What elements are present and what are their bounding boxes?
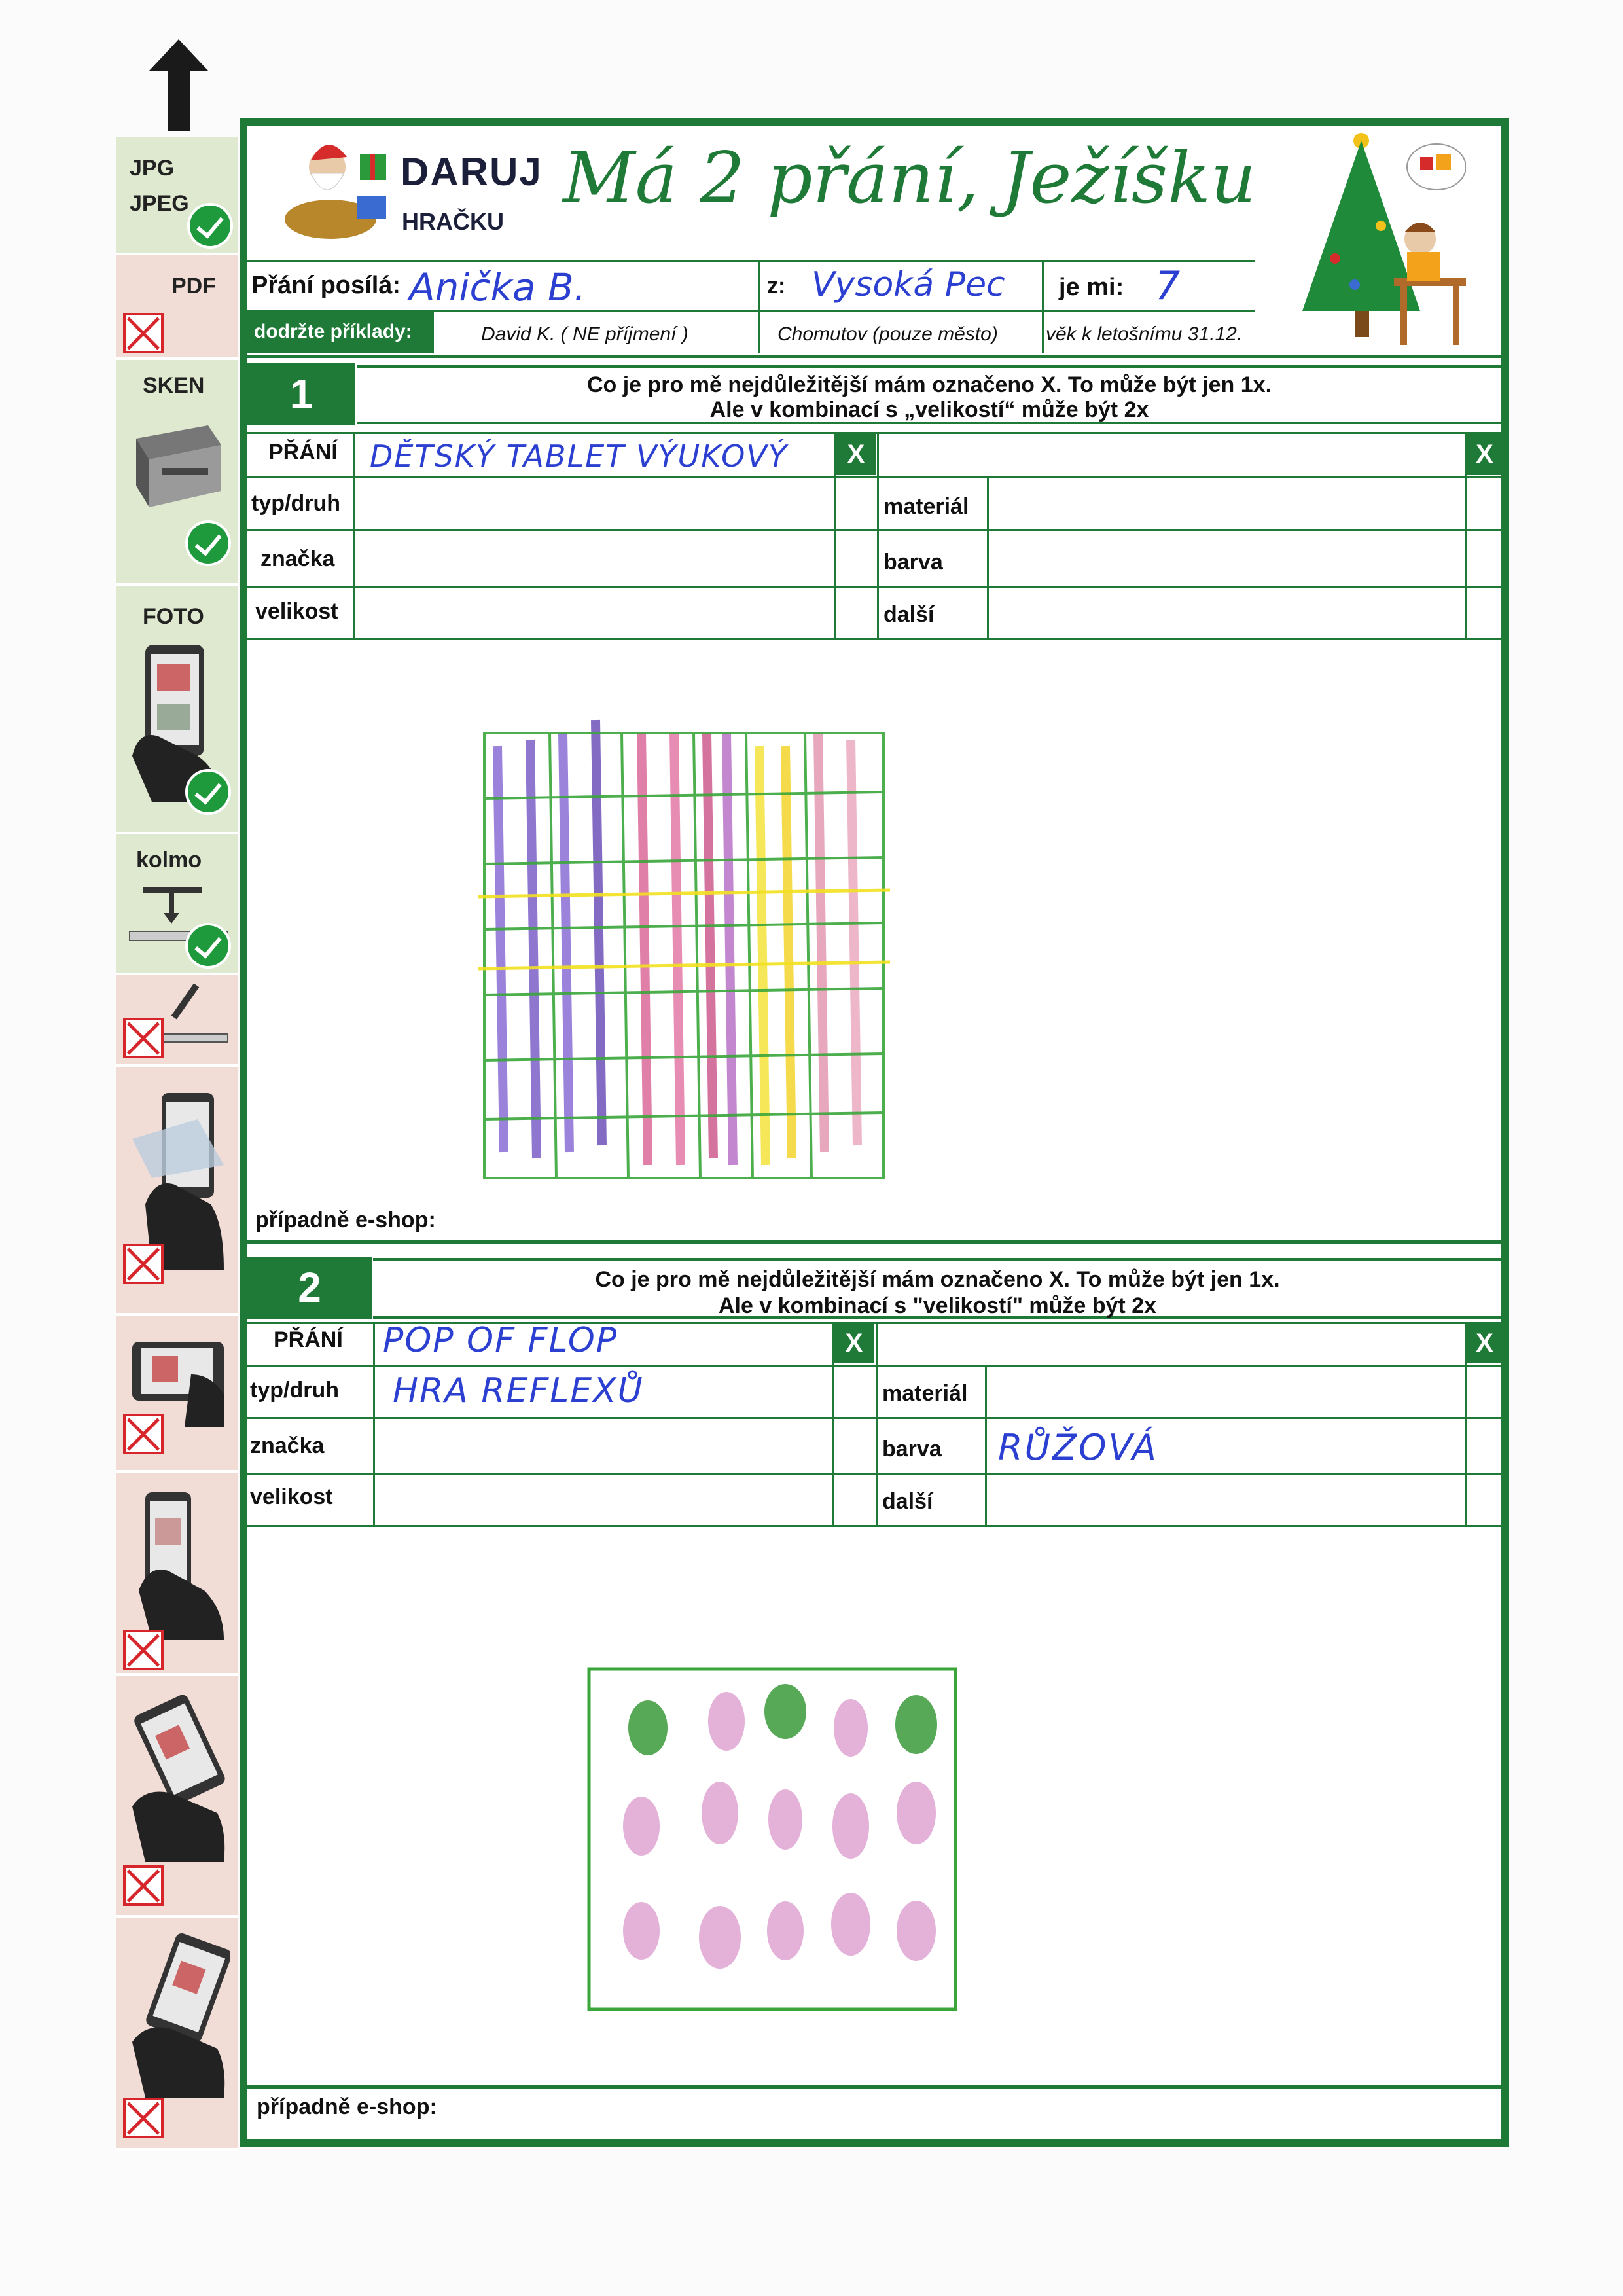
- cross-icon: [123, 2098, 164, 2138]
- wish1-right-label-material: materiál: [883, 494, 969, 519]
- wish2-number: 2: [247, 1257, 372, 1319]
- sidebar-jpg-section: [116, 137, 238, 255]
- wish1-eshop-label: případně e-shop:: [255, 1208, 436, 1232]
- age-value[interactable]: 7: [1155, 263, 1181, 309]
- sidebar-perpendicular-section: [116, 834, 238, 975]
- sidebar-pdf-label: PDF: [171, 274, 216, 298]
- wish2-row-label-brand: značka: [250, 1433, 325, 1458]
- wish2-right-label-material: materiál: [882, 1381, 968, 1406]
- wish1-row-label-size: velikost: [255, 599, 338, 624]
- table-line: [247, 529, 1501, 531]
- sender-value[interactable]: Anička B.: [409, 265, 586, 310]
- logo-text-hracku: HRAČKU: [402, 208, 504, 235]
- santa-logo-icon: [278, 134, 396, 245]
- table-line: [353, 432, 355, 640]
- wish2-right-label-color: barva: [882, 1437, 942, 1462]
- sidebar-phone-angle-section: [116, 1067, 238, 1316]
- sidebar-phone-side-section: [116, 1316, 238, 1473]
- table-line: [247, 1525, 1501, 1527]
- sidebar-pdf-section: [116, 255, 238, 360]
- cross-icon: [123, 1018, 164, 1058]
- wish2-eshop-label: případně e-shop:: [257, 2094, 437, 2119]
- example-name: David K. ( NE příjmení ): [481, 323, 688, 345]
- header-divider: [247, 260, 1255, 262]
- example-age: věk k letošnímu 31.12.: [1046, 323, 1243, 345]
- table-line: [247, 1473, 1501, 1475]
- table-line: [985, 1365, 987, 1527]
- wish1-wish-value[interactable]: DĚTSKÝ TABLET VÝUKOVÝ: [370, 439, 788, 474]
- from-value[interactable]: Vysoká Pec: [812, 265, 1005, 304]
- sidebar-phone-skew-section: [116, 1918, 238, 2151]
- wish2-row-label-size: velikost: [250, 1484, 333, 1509]
- divider: [758, 262, 760, 353]
- wish1-note-line1: Co je pro mě nejdůležitější mám označeno X. To může být jen 1x.: [586, 372, 1272, 397]
- sidebar-scan-label: SKEN: [143, 373, 205, 398]
- wish2-x-mark-left[interactable]: X: [834, 1323, 874, 1363]
- wish1-row-label-brand: značka: [260, 547, 335, 571]
- table-line: [247, 1417, 1501, 1419]
- table-line: [247, 476, 1501, 478]
- wish2-note-line2: Ale v kombinací s "velikostí" může být 2x: [718, 1293, 1157, 1318]
- tilted-scan-icon: [156, 982, 234, 1060]
- christmas-illustration-icon: [1263, 128, 1466, 353]
- wish1-x-mark-right[interactable]: X: [1467, 433, 1503, 475]
- sidebar-photo-section: [116, 586, 238, 834]
- wish2-row-label-wish: PŘÁNÍ: [274, 1327, 343, 1352]
- cross-icon: [123, 1630, 164, 1670]
- table-line: [247, 638, 1501, 640]
- sidebar-jpg-label: JPG: [130, 156, 175, 181]
- sidebar-phone-close-section: [116, 1473, 238, 1676]
- check-icon: [185, 923, 231, 969]
- wish2-child-drawing: [576, 1656, 969, 2022]
- sidebar-jpeg-label: JPEG: [130, 191, 189, 216]
- cross-icon: [123, 1414, 164, 1454]
- wish2-row-label-type: typ/druh: [250, 1378, 339, 1403]
- phone-skew-icon: [126, 1931, 230, 2101]
- wish1-right-label-other: další: [883, 602, 935, 627]
- from-label: z:: [767, 274, 786, 298]
- wish1-x-mark-left[interactable]: X: [836, 433, 876, 475]
- table-line: [876, 1322, 878, 1527]
- wish1-child-drawing: [458, 694, 916, 1204]
- sidebar-scan-section: [116, 360, 238, 586]
- example-label: dodržte příklady:: [254, 321, 412, 342]
- header-bottom-line: [247, 355, 1501, 358]
- wish1-right-label-color: barva: [883, 550, 943, 575]
- sidebar-tilted-section: [116, 975, 238, 1067]
- table-line: [987, 476, 989, 640]
- sender-label: Přání posílá:: [251, 272, 401, 299]
- wish2-note-line1: Co je pro mě nejdůležitější mám označeno X. To může být jen 1x.: [595, 1267, 1280, 1292]
- cross-icon: [123, 313, 164, 353]
- table-line: [247, 586, 1501, 588]
- table-line: [877, 432, 879, 640]
- wish2-eshop-line: [247, 2085, 1501, 2089]
- cross-icon: [123, 1865, 164, 1906]
- wish1-note-line2: Ale v kombinací s „velikostí“ může být 2x: [709, 397, 1149, 422]
- up-arrow-icon: [149, 39, 208, 131]
- wish1-eshop-line: [247, 1240, 1501, 1244]
- page-title: Má 2 přání, Ježíšku: [563, 137, 1257, 219]
- example-town: Chomutov (pouze město): [777, 323, 998, 345]
- cross-icon: [123, 1244, 164, 1284]
- table-line: [373, 1322, 375, 1527]
- wish2-right-label-other: další: [882, 1489, 933, 1514]
- phone-close-icon: [126, 1486, 230, 1643]
- check-icon: [185, 520, 231, 566]
- sidebar-perpendicular-label: kolmo: [136, 848, 202, 872]
- table-line: [247, 1365, 1501, 1367]
- sidebar-phone-tilt-section: [116, 1676, 238, 1918]
- wish2-wish-value[interactable]: POP OF FLOP: [383, 1321, 618, 1360]
- wish1-number: 1: [247, 363, 355, 425]
- divider: [1042, 262, 1044, 353]
- phone-tilt-icon: [126, 1689, 230, 1865]
- wish1-row-label-type: typ/druh: [251, 491, 340, 516]
- check-icon: [187, 203, 233, 249]
- age-label: je mi:: [1059, 274, 1124, 301]
- wish2-color-value[interactable]: RŮŽOVÁ: [998, 1427, 1158, 1468]
- scanner-icon: [123, 412, 228, 517]
- sidebar-photo-label: FOTO: [143, 604, 204, 629]
- wish2-type-value[interactable]: HRA REFLEXŮ: [393, 1371, 644, 1410]
- logo-text-daruj: DARUJ: [401, 150, 543, 194]
- check-icon: [185, 769, 231, 815]
- wish1-row-label-wish: PŘÁNÍ: [268, 440, 338, 465]
- wish2-x-mark-right[interactable]: X: [1467, 1323, 1503, 1363]
